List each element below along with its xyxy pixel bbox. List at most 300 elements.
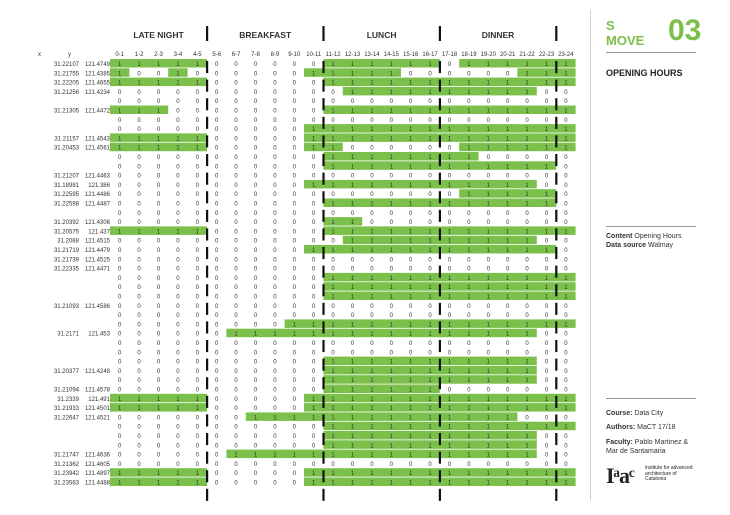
cell-value: 0 (525, 117, 529, 124)
cell-value: 0 (331, 192, 335, 199)
period-divider (439, 154, 441, 166)
cell-value: 1 (506, 322, 510, 329)
cell-value: 0 (506, 266, 510, 273)
cell-value: 1 (506, 136, 510, 143)
cell-value: 0 (370, 145, 374, 152)
cell-value: 1 (506, 480, 510, 487)
cell-value: 0 (292, 471, 296, 478)
cell-value: 1 (525, 434, 529, 440)
cell-value: 0 (234, 313, 238, 320)
cell-value: 0 (331, 99, 335, 106)
cell-value: 0 (253, 480, 258, 487)
cell-value: 1 (525, 62, 529, 68)
cell-value: 0 (409, 192, 413, 199)
cell-value: 1 (350, 62, 355, 68)
period-divider (555, 377, 557, 389)
period-divider (322, 26, 324, 41)
cell-value: 1 (409, 294, 413, 301)
cell-value: 1 (564, 480, 568, 487)
cell-value: 0 (195, 201, 199, 208)
cell-value: 1 (389, 359, 393, 366)
cell-value: 1 (331, 424, 335, 431)
cell-value: 0 (137, 313, 141, 320)
cell-value: 0 (312, 341, 316, 347)
cell-value: 0 (389, 117, 393, 124)
period-divider (439, 117, 441, 129)
cell-value: 1 (486, 443, 490, 450)
cell-value: 1 (525, 71, 529, 78)
cell-value: 1 (544, 62, 549, 68)
cell-value: 0 (253, 368, 258, 375)
cell-value: 0 (234, 145, 238, 152)
x-coordinate-label: 31.21207 (53, 173, 79, 180)
cell-value: 1 (525, 294, 529, 301)
cell-value: 0 (156, 452, 161, 459)
cell-value: 0 (467, 387, 471, 394)
cell-value: 0 (312, 192, 316, 199)
cell-value: 0 (215, 424, 219, 431)
cell-value: 1 (331, 368, 335, 375)
cell-value: 0 (564, 266, 568, 273)
cell-value: 0 (118, 341, 122, 347)
cell-value: 0 (156, 192, 161, 199)
cell-value: 0 (137, 127, 141, 134)
cell-value: 0 (331, 89, 335, 96)
cell-value: 1 (312, 406, 316, 413)
cell-value: 1 (525, 80, 529, 87)
period-divider (439, 266, 441, 278)
cell-value: 0 (215, 220, 219, 227)
cell-value: 0 (234, 275, 238, 282)
cell-value: 0 (273, 350, 277, 357)
cell-value: 0 (156, 117, 161, 124)
cell-value: 1 (370, 415, 374, 422)
cell-value: 0 (273, 313, 277, 320)
cell-value: 0 (389, 303, 393, 310)
cell-value: 0 (273, 480, 277, 487)
cell-value: 1 (409, 471, 413, 478)
cell-value: 1 (447, 378, 452, 385)
cell-value: 1 (544, 275, 549, 282)
cell-value: 0 (467, 257, 471, 264)
cell-value: 1 (389, 294, 393, 301)
cell-value: 1 (447, 331, 452, 338)
cell-value: 1 (506, 108, 510, 115)
cell-value: 0 (234, 136, 238, 143)
cell-value: 1 (156, 406, 161, 413)
cell-value: 0 (215, 229, 219, 236)
cell-value: 0 (156, 71, 161, 78)
cell-value: 1 (409, 424, 413, 431)
cell-value: 0 (370, 99, 374, 106)
x-coordinate-label: 31.23563 (53, 480, 79, 487)
cell-value: 1 (350, 80, 355, 87)
cell-value: 0 (273, 341, 277, 347)
cell-value: 0 (137, 322, 141, 329)
cell-value: 0 (350, 313, 355, 320)
cell-value: 0 (215, 108, 219, 115)
cell-value: 0 (253, 294, 258, 301)
cell-value: 1 (447, 480, 452, 487)
cell-value: 1 (506, 378, 510, 385)
period-header: LUNCH (366, 30, 397, 40)
cell-value: 0 (370, 350, 374, 357)
cell-value: 1 (370, 248, 374, 254)
cell-value: 1 (486, 331, 490, 338)
period-divider (555, 433, 557, 445)
cell-value: 0 (253, 71, 258, 78)
course-label: Course: (606, 410, 633, 417)
cell-value: 1 (409, 322, 413, 329)
cell-value: 1 (525, 182, 529, 189)
cell-value: 0 (195, 275, 199, 282)
cell-value: 1 (564, 136, 568, 143)
cell-value: 1 (525, 275, 529, 282)
cell-value: 0 (215, 117, 219, 124)
cell-value: 1 (544, 322, 549, 329)
cell-value: 0 (273, 201, 277, 208)
cell-value: 1 (544, 285, 549, 292)
cell-value: 0 (312, 80, 316, 87)
cell-value: 1 (506, 192, 510, 199)
cell-value: 0 (253, 108, 258, 115)
cell-value: 0 (350, 303, 355, 310)
x-coordinate-label: 31.20453 (53, 145, 79, 152)
hour-label: 17-18 (441, 52, 458, 58)
cell-value: 0 (292, 434, 296, 440)
cell-value: 0 (215, 294, 219, 301)
cell-value: 0 (195, 210, 199, 217)
cell-value: 1 (389, 378, 393, 385)
cell-value: 0 (273, 443, 277, 450)
cell-value: 1 (544, 80, 549, 87)
cell-value: 0 (292, 62, 296, 68)
cell-value: 0 (447, 303, 452, 310)
cell-value: 0 (156, 210, 161, 217)
cell-value: 1 (389, 238, 393, 245)
sidebar-divider (590, 10, 591, 500)
period-divider (555, 173, 557, 185)
cell-value: 0 (156, 461, 161, 468)
cell-value: 0 (350, 99, 355, 106)
cell-value: 0 (506, 461, 510, 468)
cell-value: 1 (447, 471, 452, 478)
cell-value: 1 (428, 443, 432, 450)
cell-value: 0 (137, 378, 141, 385)
cell-value: 1 (370, 331, 374, 338)
cell-value: 0 (312, 238, 316, 245)
cell-value: 0 (234, 406, 238, 413)
cell-value: 0 (312, 155, 316, 161)
cell-value: 1 (350, 248, 355, 254)
cell-value: 1 (389, 396, 393, 403)
cell-value: 1 (506, 285, 510, 292)
cell-value: 0 (215, 303, 219, 310)
cell-value: 0 (137, 117, 141, 124)
cell-value: 1 (350, 415, 355, 422)
y-coordinate-label: 121.4488 (84, 480, 110, 487)
cell-value: 0 (234, 285, 238, 292)
cell-value: 1 (389, 80, 393, 87)
cell-value: 0 (253, 80, 258, 87)
cell-value: 1 (195, 136, 199, 143)
cell-value: 1 (525, 406, 529, 413)
cell-value: 1 (544, 471, 549, 478)
period-divider (322, 284, 324, 296)
cell-value: 0 (195, 71, 199, 78)
cell-value: 1 (447, 80, 452, 87)
cell-value: 0 (176, 434, 180, 440)
period-divider (555, 321, 557, 333)
cell-value: 0 (350, 257, 355, 264)
x-coordinate-label: 31.2339 (57, 396, 79, 403)
cell-value: 0 (176, 155, 180, 161)
cell-value: 1 (506, 331, 510, 338)
cell-value: 1 (195, 80, 199, 87)
cell-value: 0 (350, 350, 355, 357)
period-divider (439, 396, 441, 408)
brand-s-letter: S (606, 18, 615, 33)
cell-value: 1 (195, 471, 199, 478)
cell-value: 0 (176, 257, 180, 264)
cell-value: 0 (544, 368, 549, 375)
cell-value: 0 (292, 359, 296, 366)
cell-value: 1 (312, 145, 316, 152)
period-divider (555, 228, 557, 240)
cell-value: 1 (428, 238, 432, 245)
cell-value: 1 (525, 359, 529, 366)
cell-value: 1 (467, 229, 471, 236)
cell-value: 0 (253, 396, 258, 403)
cell-value: 0 (176, 415, 180, 422)
cell-value: 0 (331, 461, 335, 468)
cell-value: 1 (525, 368, 529, 375)
cell-value: 1 (486, 275, 490, 282)
cell-value: 0 (234, 303, 238, 310)
hour-label: 6-7 (231, 52, 241, 58)
cell-value: 1 (447, 424, 452, 431)
period-divider (555, 452, 557, 464)
cell-value: 1 (409, 136, 413, 143)
cell-value: 0 (195, 331, 199, 338)
cell-value: 0 (292, 117, 296, 124)
cell-value: 1 (176, 71, 180, 78)
period-divider (555, 117, 557, 129)
cell-value: 0 (409, 71, 413, 78)
cell-value: 1 (544, 164, 549, 171)
cell-value: 1 (137, 108, 141, 115)
cell-value: 0 (350, 461, 355, 468)
cell-value: 0 (176, 341, 180, 347)
cell-value: 0 (137, 461, 141, 468)
cell-value: 0 (506, 71, 510, 78)
cell-value: 1 (428, 108, 432, 115)
period-divider (322, 489, 324, 501)
cell-value: 1 (525, 248, 529, 254)
hour-label: 10-11 (306, 52, 322, 58)
cell-value: 0 (370, 461, 374, 468)
cell-value: 1 (467, 331, 471, 338)
cell-value: 1 (370, 164, 374, 171)
cell-value: 0 (292, 80, 296, 87)
cell-value: 1 (564, 229, 568, 236)
cell-value: 0 (370, 192, 374, 199)
cell-value: 0 (292, 294, 296, 301)
cell-value: 0 (409, 210, 413, 217)
cell-value: 0 (564, 303, 568, 310)
cell-value: 1 (409, 238, 413, 245)
cell-value: 0 (292, 210, 296, 217)
cell-value: 1 (389, 71, 393, 78)
cell-value: 1 (467, 248, 471, 254)
cell-value: 0 (525, 303, 529, 310)
cell-value: 0 (195, 359, 199, 366)
cell-value: 0 (253, 173, 258, 180)
cell-value: 0 (234, 127, 238, 134)
cell-value: 1 (506, 443, 510, 450)
cell-value: 0 (447, 117, 452, 124)
sidebar-title: OPENING HOURS (606, 68, 683, 78)
cell-value: 0 (215, 378, 219, 385)
cell-value: 0 (544, 313, 549, 320)
cell-value: 1 (409, 127, 413, 134)
cell-value: 0 (137, 201, 141, 208)
sidebar-rule (606, 226, 696, 227)
cell-value: 0 (137, 368, 141, 375)
cell-value: 0 (544, 89, 549, 96)
cell-value: 0 (215, 192, 219, 199)
x-coordinate-label: 31.21093 (53, 303, 79, 310)
cell-value: 1 (370, 127, 374, 134)
iaac-logo-caption: institute for advanced architecture of Catalonia (645, 465, 693, 482)
cell-value: 1 (156, 80, 161, 87)
period-header: LATE NIGHT (133, 30, 184, 40)
cell-value: 0 (253, 136, 258, 143)
period-divider (555, 414, 557, 426)
cell-value: 0 (195, 322, 199, 329)
cell-value: 0 (564, 452, 568, 459)
cell-value: 1 (350, 452, 355, 459)
cell-value: 0 (428, 341, 432, 347)
cell-value: 0 (564, 350, 568, 357)
cell-value: 0 (370, 257, 374, 264)
cell-value: 1 (447, 275, 452, 282)
faculty-label: Faculty: (606, 439, 633, 446)
cell-value: 1 (447, 322, 452, 329)
cell-value: 0 (176, 368, 180, 375)
cell-value: 0 (467, 266, 471, 273)
cell-value: 1 (370, 182, 374, 189)
cell-value: 0 (234, 248, 238, 254)
cell-value: 1 (370, 396, 374, 403)
cell-value: 0 (273, 80, 277, 87)
cell-value: 1 (156, 145, 161, 152)
cell-value: 0 (564, 192, 568, 199)
period-divider (322, 98, 324, 110)
cell-value: 0 (486, 461, 490, 468)
cell-value: 0 (156, 415, 161, 422)
hour-label: 8-9 (270, 52, 280, 58)
cell-value: 1 (137, 471, 141, 478)
cell-value: 0 (273, 127, 277, 134)
cell-value: 1 (118, 145, 122, 152)
hour-label: 11-12 (325, 52, 341, 58)
period-divider (206, 452, 208, 464)
cell-value: 0 (506, 155, 510, 161)
cell-value: 0 (253, 117, 258, 124)
period-divider (439, 80, 441, 92)
cell-value: 1 (447, 155, 452, 161)
period-divider (439, 489, 441, 501)
period-divider (555, 489, 557, 501)
cell-value: 0 (118, 378, 122, 385)
cell-value: 0 (312, 117, 316, 124)
cell-value: 1 (195, 480, 199, 487)
cell-value: 1 (467, 238, 471, 245)
cell-value: 0 (312, 99, 316, 106)
period-divider (206, 135, 208, 147)
cell-value: 1 (467, 322, 471, 329)
open-hours-bar (246, 412, 518, 421)
cell-value: 0 (156, 127, 161, 134)
cell-value: 0 (215, 275, 219, 282)
cell-value: 0 (564, 164, 568, 171)
cell-value: 1 (447, 127, 452, 134)
x-coordinate-label: 31.18981 (53, 182, 79, 189)
hour-label: 2-3 (154, 52, 163, 58)
cell-value: 0 (195, 461, 199, 468)
cell-value: 0 (409, 350, 413, 357)
cell-value: 0 (486, 303, 490, 310)
cell-value: 0 (331, 173, 335, 180)
cell-value: 1 (428, 275, 432, 282)
cell-value: 1 (292, 331, 296, 338)
cell-value: 1 (564, 424, 568, 431)
cell-value: 1 (331, 322, 335, 329)
cell-value: 0 (156, 220, 161, 227)
cell-value: 1 (564, 471, 568, 478)
cell-value: 0 (292, 164, 296, 171)
cell-value: 1 (428, 359, 432, 366)
cell-value: 0 (292, 220, 296, 227)
cell-value: 1 (176, 471, 180, 478)
cell-value: 1 (447, 89, 452, 96)
cell-value: 0 (118, 303, 122, 310)
cell-value: 0 (234, 182, 238, 189)
cell-value: 1 (389, 127, 393, 134)
cell-value: 1 (137, 136, 141, 143)
cell-value: 0 (137, 238, 141, 245)
cell-value: 1 (331, 434, 335, 440)
cell-value: 1 (389, 387, 393, 394)
cell-value: 0 (118, 368, 122, 375)
cell-value: 0 (467, 210, 471, 217)
cell-value: 1 (118, 71, 122, 78)
cell-value: 1 (409, 182, 413, 189)
authors-label: Authors: (606, 424, 636, 431)
cell-value: 0 (215, 173, 219, 180)
cell-value: 0 (118, 257, 122, 264)
cell-value: 0 (292, 257, 296, 264)
cell-value: 1 (409, 155, 413, 161)
cell-value: 1 (525, 145, 529, 152)
cell-value: 1 (447, 434, 452, 440)
cell-value: 0 (273, 62, 277, 68)
cell-value: 0 (292, 248, 296, 254)
cell-value: 0 (447, 99, 452, 106)
cell-value: 0 (486, 155, 490, 161)
cell-value: 0 (118, 313, 122, 320)
